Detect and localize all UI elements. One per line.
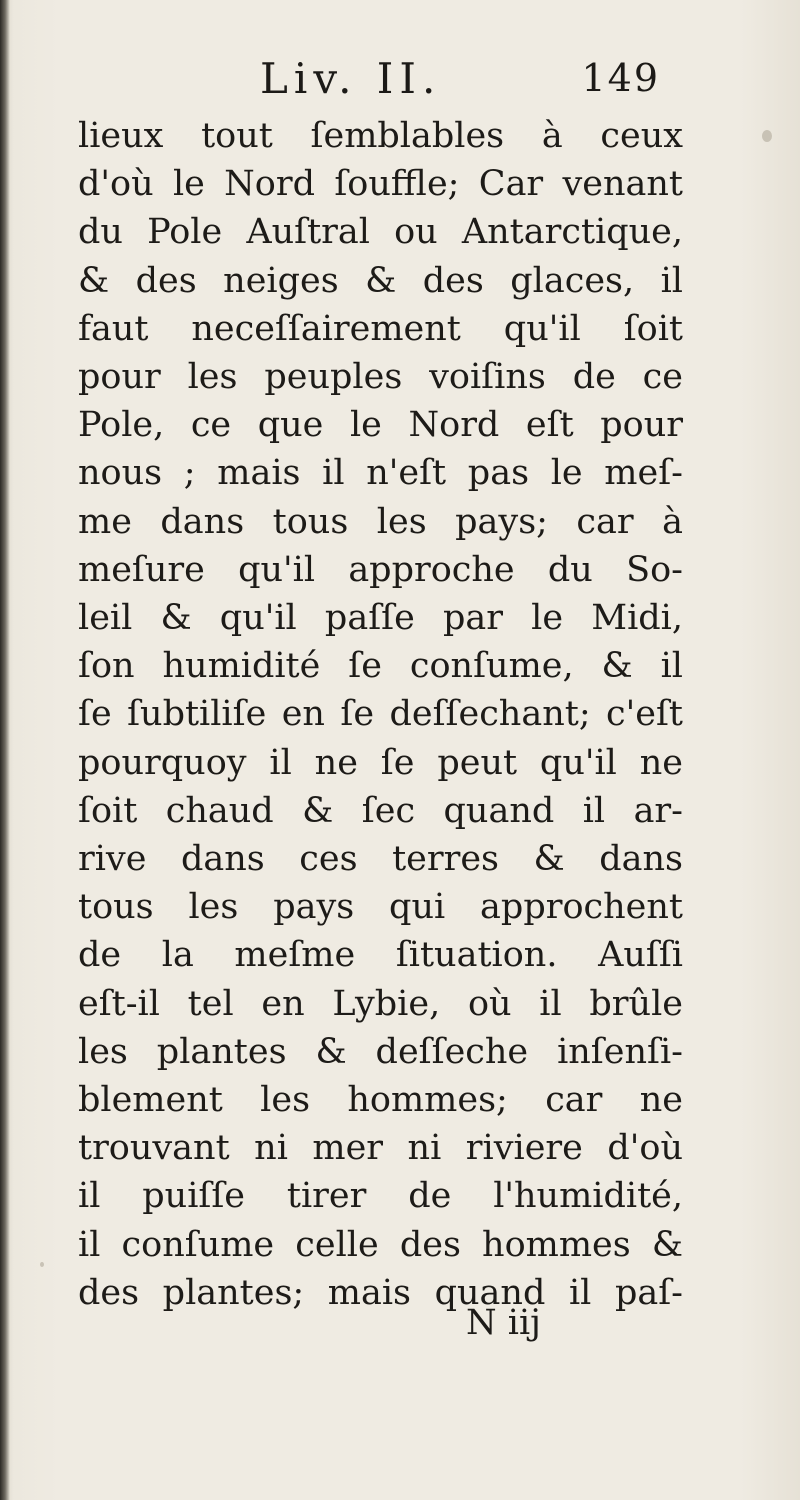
text-line: d'où le Nord ſouffle; Car venant [78,164,683,205]
text-line: rive dans ces terres & dans [78,839,683,880]
page-number: 149 [581,56,660,100]
text-line: pour les peuples voiſins de ce [78,357,683,398]
signature-mark: N iij [466,1303,541,1343]
running-head [80,54,680,114]
text-line: faut neceſſairement qu'il ſoit [78,308,683,349]
text-line: nous ; mais il n'eſt pas le meſ- [78,453,683,494]
text-line: leil & qu'il paſſe par le Midi, [78,598,683,639]
text-line: ſe ſubtiliſe en ſe deſſechant; c'eſt [78,694,683,735]
paper-speck [40,1262,44,1267]
text-line: tous les pays qui approchent [78,887,683,928]
text-line: lieux tout ſemblables à ceux [78,116,683,156]
text-line: Pole, ce que le Nord eſt pour [78,405,683,446]
text-line: ſon humidité ſe conſume, & il [78,646,683,687]
text-line: il conſume celle des hommes & [78,1224,683,1265]
signature-line [78,1303,683,1353]
text-line: eſt-il tel en Lybie, où il brûle [78,983,683,1024]
text-line: & des neiges & des glaces, il [78,260,683,301]
text-line: des plantes; mais quand il paſ- [78,1272,683,1313]
text-line: blement les hommes; car ne [78,1080,683,1121]
text-line: il puiſſe tirer de l'humidité, [78,1176,683,1217]
text-line: trouvant ni mer ni riviere d'où [78,1128,683,1169]
binding-gutter [0,0,10,1500]
text-line: de la meſme ſituation. Auſſi [78,935,683,976]
text-line: du Pole Auſtral ou Antarctique, [78,212,683,253]
text-line: me dans tous les pays; car à [78,501,683,542]
text-line: ſoit chaud & ſec quand il ar- [78,790,683,831]
paper-speck [762,130,772,142]
text-line: meſure qu'il approche du So- [78,549,683,590]
text-line: pourquoy il ne ſe peut qu'il ne [78,742,683,783]
text-line: les plantes & deſſeche inſenſi- [78,1031,683,1072]
body-text [78,112,683,1317]
running-head-title: Liv. II. [260,54,442,103]
